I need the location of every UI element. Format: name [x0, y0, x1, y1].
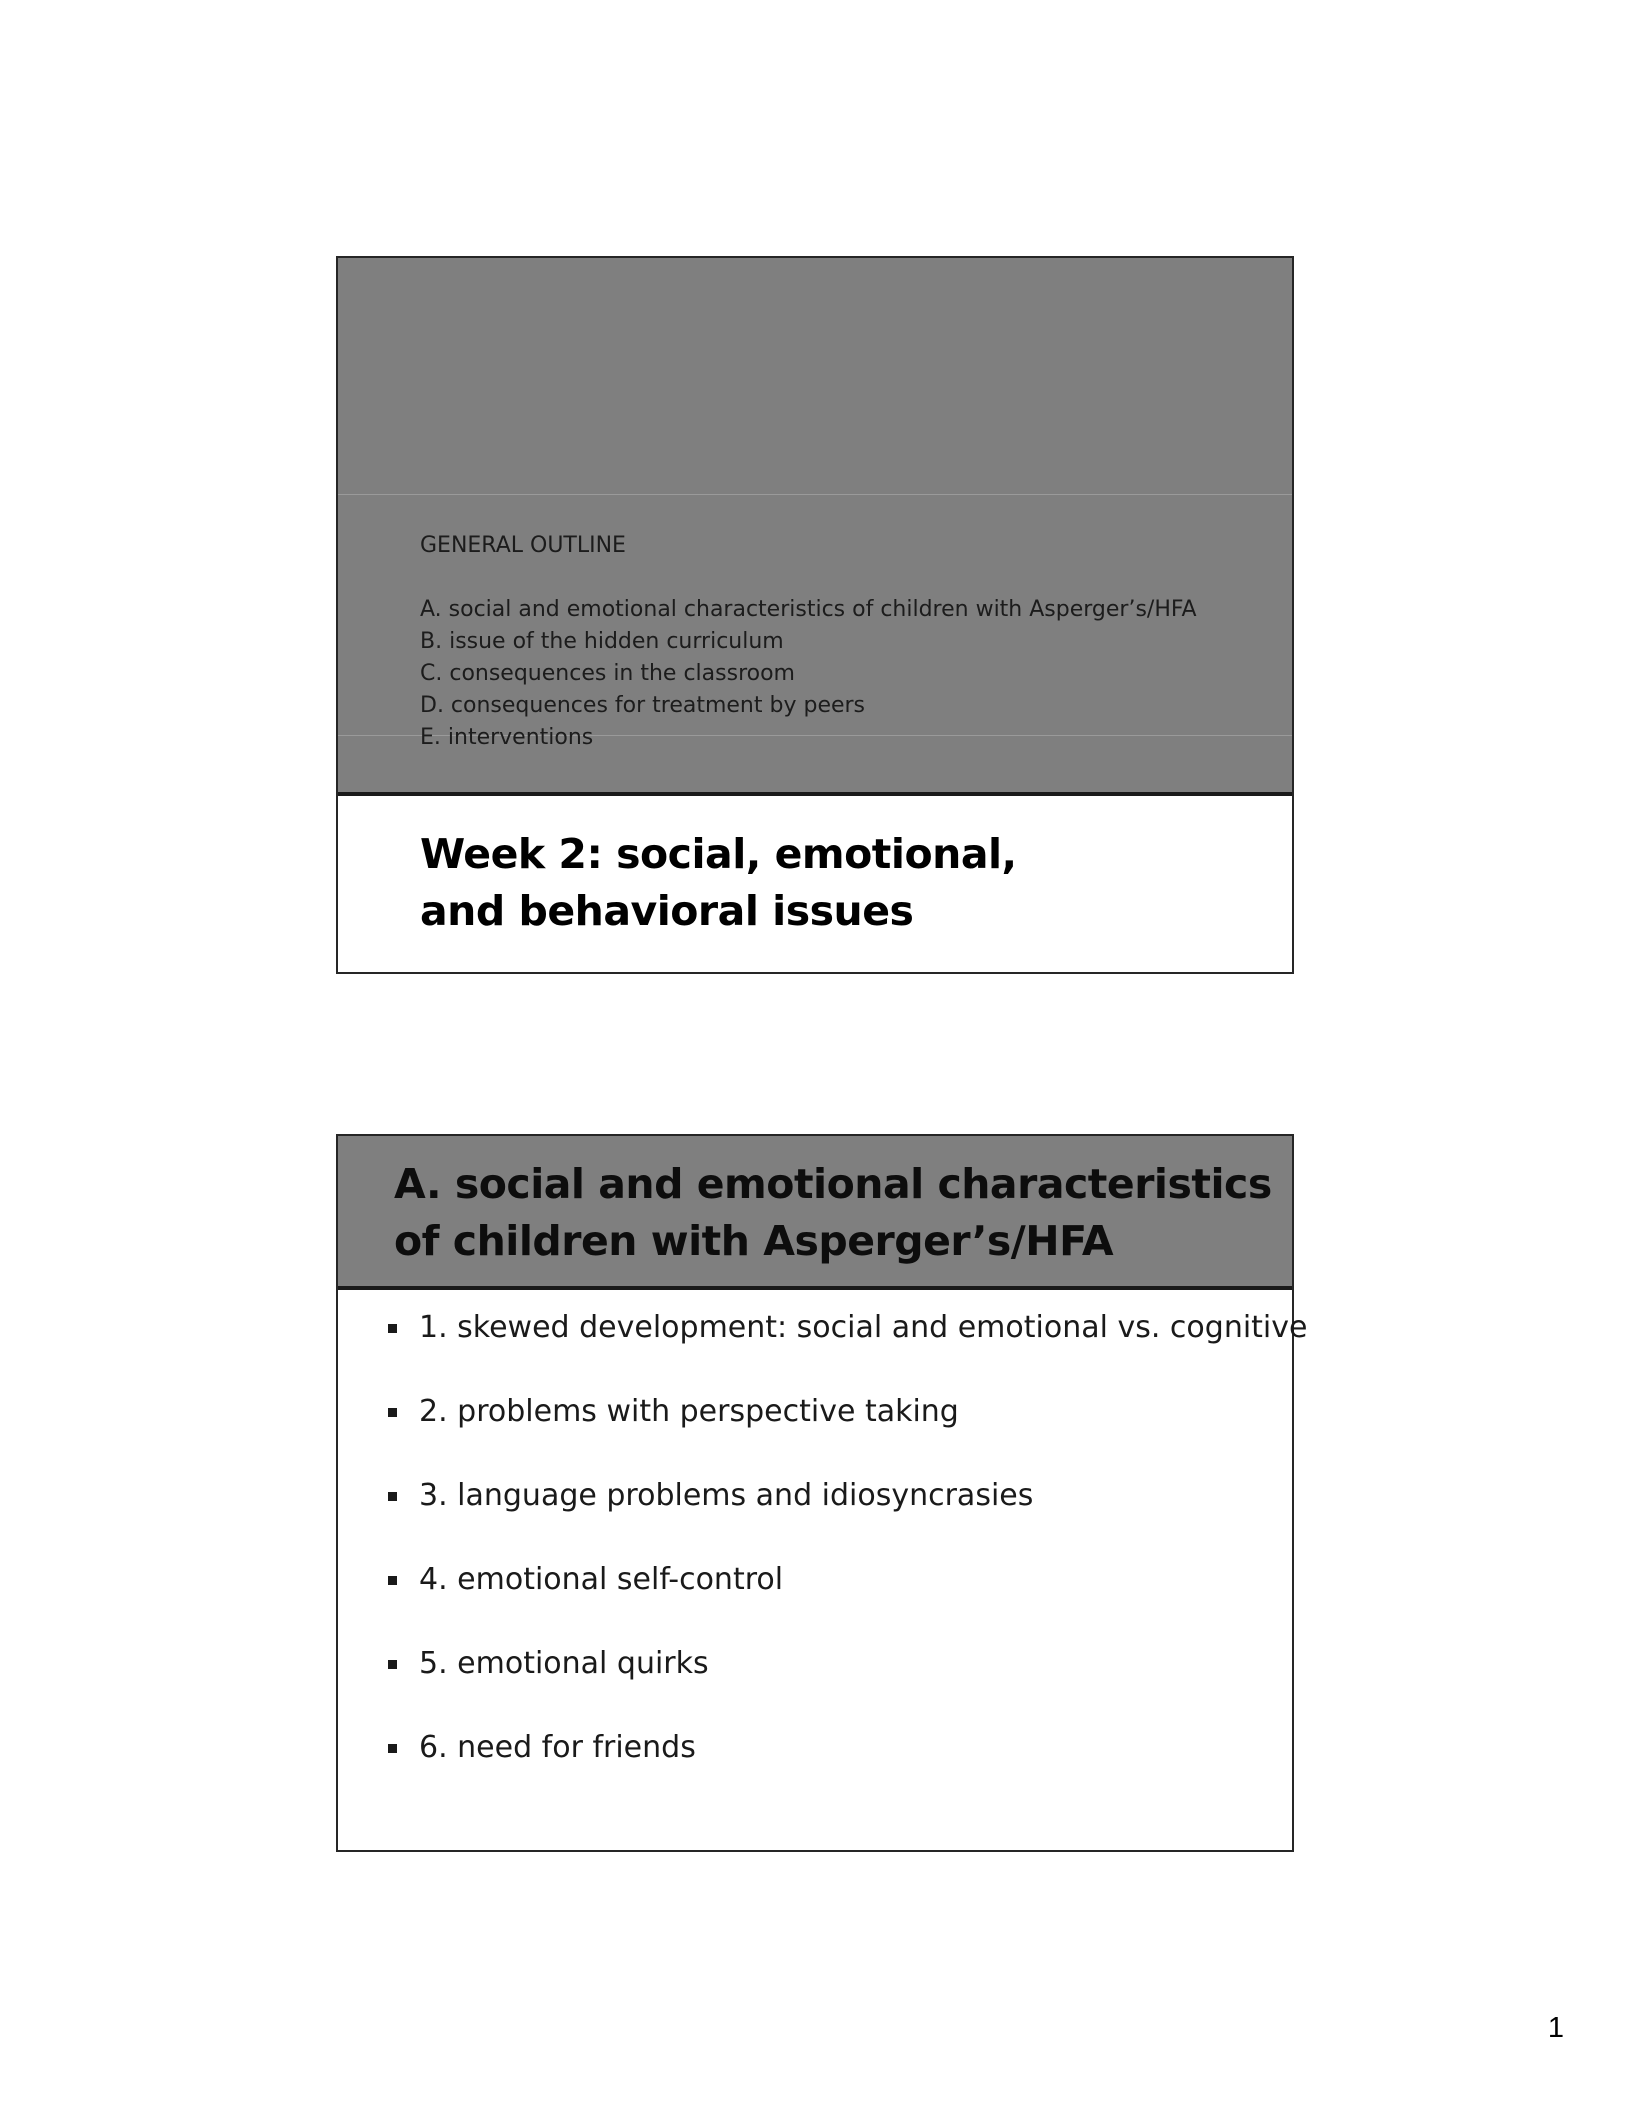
bullet-text: 3. language problems and idiosyncrasies: [419, 1478, 1034, 1513]
list-item: [388, 1728, 1307, 1812]
square-bullet-icon: [388, 1492, 397, 1501]
outline-heading: GENERAL OUTLINE: [420, 533, 626, 558]
square-bullet-icon: [388, 1576, 397, 1585]
bullet-text: 1. skewed development: social and emotional vs. cognitive: [419, 1310, 1308, 1345]
title-line: and behavioral issues: [420, 887, 914, 935]
slide-2: [336, 1134, 1308, 1852]
outline-item: B. issue of the hidden curriculum: [420, 629, 784, 654]
title-line: of children with Asperger’s/HFA: [394, 1217, 1114, 1265]
outline-item: E. interventions: [420, 725, 594, 750]
title-line: A. social and emotional characteristics: [394, 1160, 1272, 1208]
general-outline: [420, 530, 1197, 754]
title-line: Week 2: social, emotional,: [420, 830, 1017, 878]
divider-line: [338, 494, 1292, 495]
slide-2-title: [394, 1156, 1272, 1270]
square-bullet-icon: [388, 1408, 397, 1417]
slide-1: [336, 256, 1294, 974]
outline-item: D. consequences for treatment by peers: [420, 693, 866, 718]
square-bullet-icon: [388, 1324, 397, 1333]
bullet-list: [388, 1308, 1307, 1812]
bullet-text: 6. need for friends: [419, 1730, 696, 1765]
list-item: [388, 1392, 1307, 1476]
outline-item: A. social and emotional characteristics of children with Asperger’s/HFA: [420, 597, 1197, 622]
square-bullet-icon: [388, 1660, 397, 1669]
slide-1-outline-panel: [338, 258, 1292, 796]
list-item: [388, 1476, 1307, 1560]
square-bullet-icon: [388, 1744, 397, 1753]
slide-2-header: [338, 1136, 1292, 1290]
list-item: [388, 1644, 1307, 1728]
bullet-text: 5. emotional quirks: [419, 1646, 709, 1681]
slide-1-title: [420, 826, 1017, 940]
bullet-text: 4. emotional self-control: [419, 1562, 784, 1597]
list-item: [388, 1560, 1307, 1644]
outline-item: C. consequences in the classroom: [420, 661, 795, 686]
page-number: 1: [1547, 2012, 1564, 2044]
bullet-text: 2. problems with perspective taking: [419, 1394, 959, 1429]
list-item: [388, 1308, 1307, 1392]
